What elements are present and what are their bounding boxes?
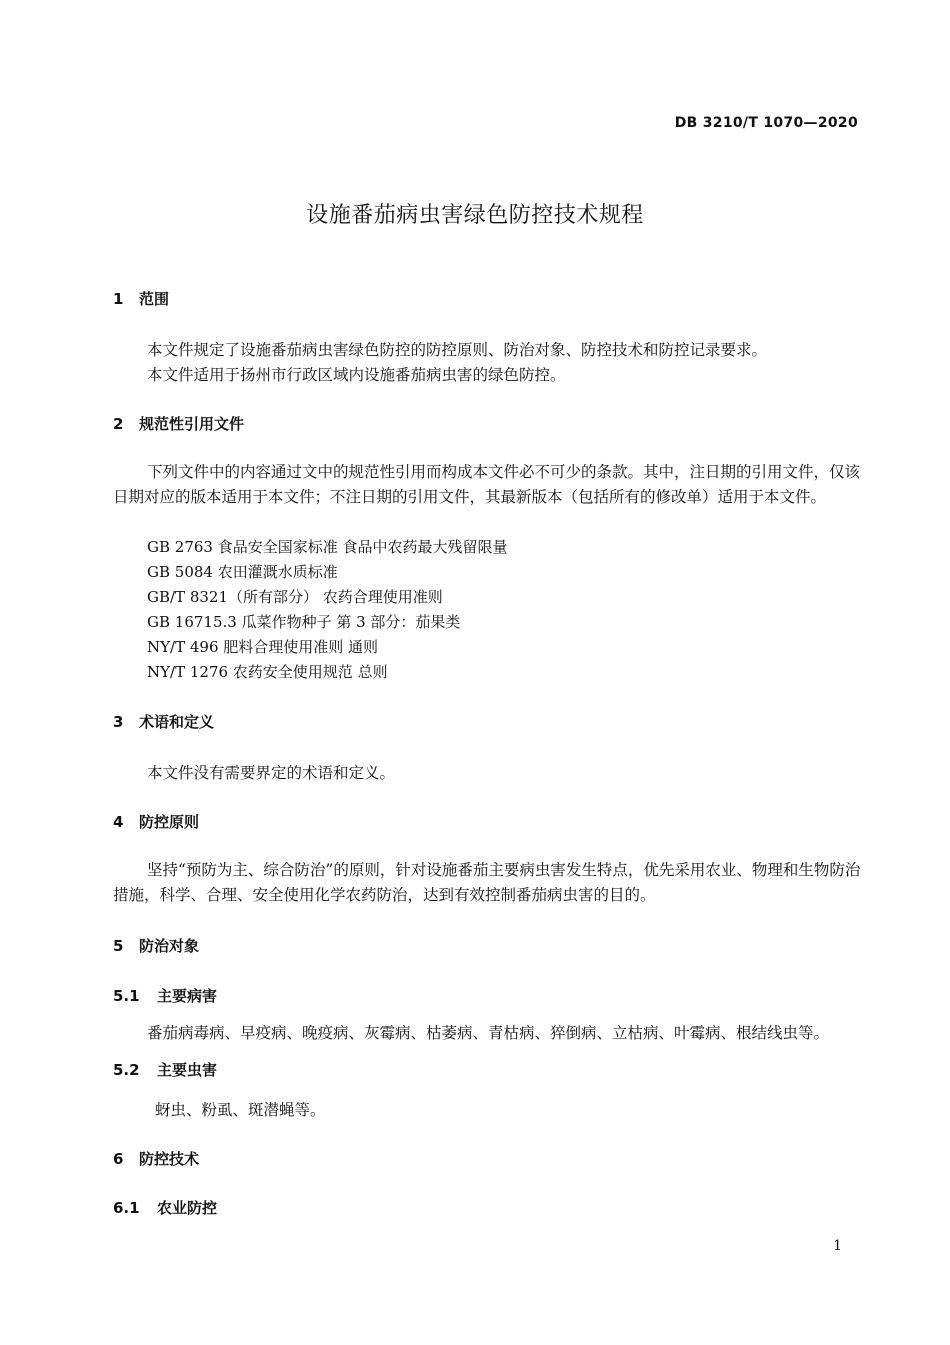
reference-item: GB 16715.3 瓜菜作物种子 第 3 部分：茄果类: [147, 613, 461, 631]
section-number: 4: [113, 813, 124, 831]
section-4-heading: [113, 811, 199, 832]
section-5-1-heading: [113, 985, 217, 1006]
section-3-paragraph: 本文件没有需要界定的术语和定义。: [147, 764, 396, 782]
section-5-2-text: 蚜虫、粉虱、斑潜蝇等。: [155, 1101, 326, 1119]
section-title: 防控原则: [139, 813, 200, 831]
section-number: 6.1: [113, 1199, 140, 1217]
standard-code: DB 3210/T 1070—2020: [674, 115, 858, 131]
section-2-heading: [113, 413, 244, 434]
page-number: 1: [833, 1238, 842, 1254]
section-6-1-heading: [113, 1197, 217, 1218]
section-number: 5: [113, 937, 124, 955]
section-5-heading: [113, 935, 199, 956]
reference-item: GB 5084 农田灌溉水质标准: [147, 563, 338, 581]
document-title: 设施番茄病虫害绿色防控技术规程: [306, 203, 644, 228]
reference-list: [147, 535, 508, 685]
section-number: 3: [113, 713, 124, 731]
section-1-paragraph-2: 本文件适用于扬州市行政区域内设施番茄病虫害的绿色防控。: [147, 366, 566, 384]
section-title: 防控技术: [139, 1150, 200, 1168]
reference-item: NY/T 1276 农药安全使用规范 总则: [147, 663, 388, 681]
section-1-paragraph-1: 本文件规定了设施番茄病虫害绿色防控的防控原则、防治对象、防控技术和防控记录要求。: [147, 341, 768, 359]
section-title: 主要病害: [157, 987, 218, 1005]
section-2-intro: 下列文件中的内容通过文中的规范性引用而构成本文件必不可少的条款。其中，注日期的引用文件，仅该日期对应的版本适用于本文件；不注日期的引用文件，其最新版本（包括所有的修改单）适用于本文件。: [113, 463, 861, 506]
section-number: 5.1: [113, 987, 140, 1005]
section-number: 6: [113, 1150, 124, 1168]
section-4-paragraph: 坚持“预防为主、综合防治”的原则，针对设施番茄主要病虫害发生特点，优先采用农业、物理和生物防治措施，科学、合理、安全使用化学农药防治，达到有效控制番茄病虫害的目的。: [113, 861, 861, 904]
section-title: 农业防控: [157, 1199, 218, 1217]
section-number: 2: [113, 415, 124, 433]
section-5-1-text: 番茄病毒病、早疫病、晚疫病、灰霉病、枯萎病、青枯病、猝倒病、立枯病、叶霉病、根结线虫等。: [147, 1024, 830, 1042]
section-number: 5.2: [113, 1061, 140, 1079]
section-number: 1: [113, 290, 124, 308]
reference-item: GB/T 8321（所有部分） 农药合理使用准则: [147, 588, 443, 606]
section-6-heading: [113, 1148, 199, 1169]
reference-item: NY/T 496 肥料合理使用准则 通则: [147, 638, 379, 656]
section-1-heading: [113, 288, 169, 309]
section-title: 规范性引用文件: [139, 415, 245, 433]
section-3-heading: [113, 711, 214, 732]
section-title: 主要虫害: [157, 1061, 218, 1079]
section-title: 范围: [139, 290, 170, 308]
section-title: 防治对象: [139, 937, 200, 955]
section-5-2-heading: [113, 1059, 217, 1080]
reference-item: GB 2763 食品安全国家标准 食品中农药最大残留限量: [147, 538, 508, 556]
section-title: 术语和定义: [139, 713, 215, 731]
